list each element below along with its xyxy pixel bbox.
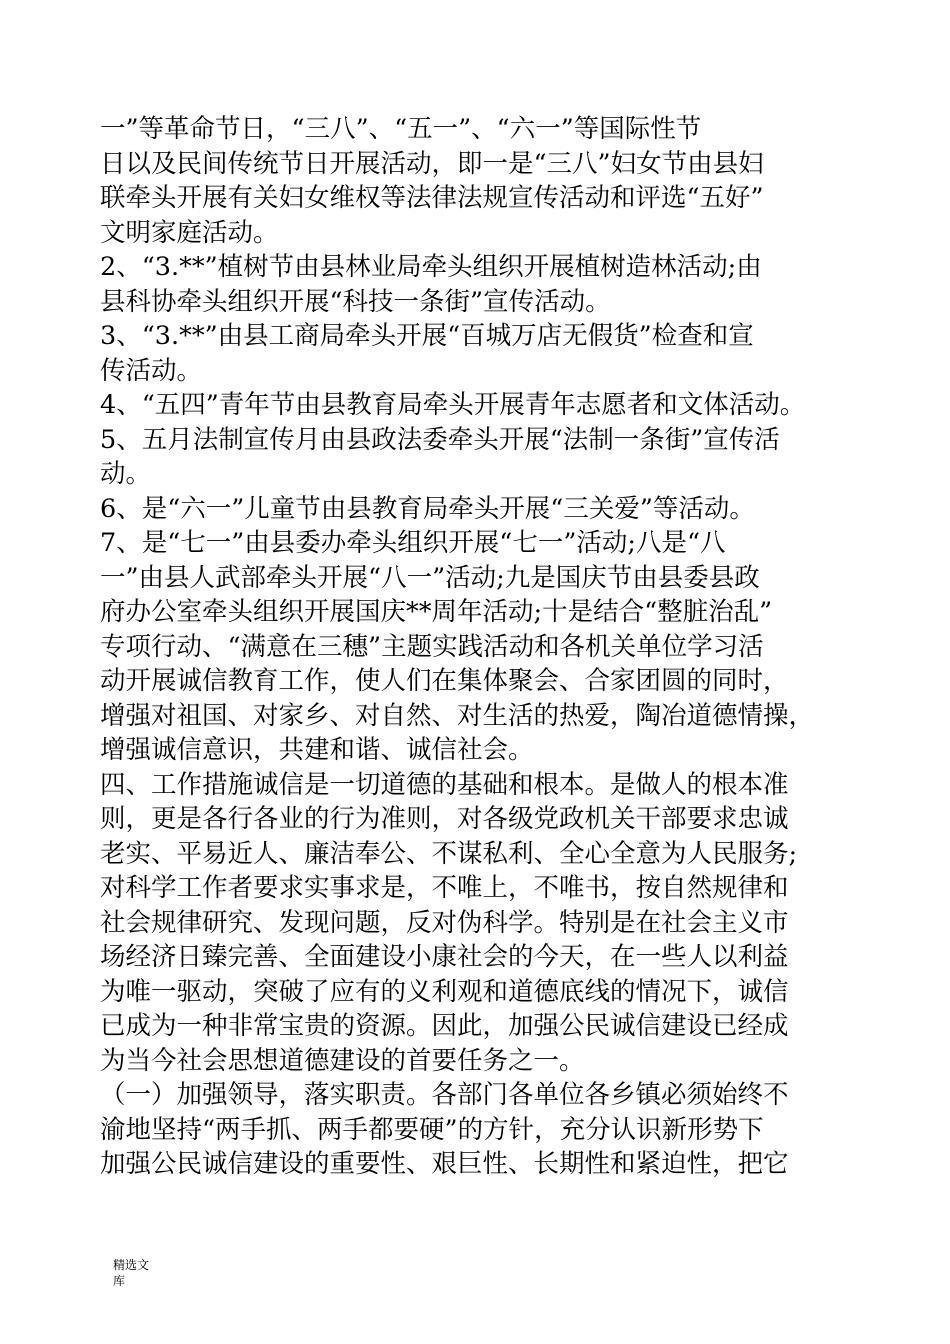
text-line: 7、是“七一”由县委办牵头组织开展“七一”活动;八是“八 bbox=[100, 528, 726, 558]
text-line: 联牵头开展有关妇女维权等法律法规宣传活动和评选“五好” bbox=[100, 183, 764, 213]
text-line: 3、“3.**”由县工商局牵头开展“百城万店无假货”检查和宣 bbox=[100, 321, 754, 351]
text-line: （一）加强领导，落实职责。各部门各单位各乡镇必须始终不 bbox=[100, 1080, 789, 1110]
text-line: 5、五月法制宣传月由县政法委牵头开展“法制一条街”宣传活 bbox=[100, 424, 780, 455]
text-line: 社会规律研究、发现问题，反对伪科学。特别是在社会主义市 bbox=[100, 907, 789, 938]
text-line: 增强对祖国、对家乡、对自然、对生活的热爱，陶冶道德情操， bbox=[100, 700, 815, 731]
text-line: 已成为一种非常宝贵的资源。因此，加强公民诚信建设已经成 bbox=[100, 1011, 789, 1041]
text-line: 府办公室牵头组织开展国庆**周年活动;十是结合“整脏治乱” bbox=[100, 597, 773, 627]
text-line: 专项行动、“满意在三穗”主题实践活动和各机关单位学习活 bbox=[100, 631, 764, 662]
text-line: 6、是“六一”儿童节由县教育局牵头开展“三关爱”等活动。 bbox=[100, 493, 755, 524]
text-line: 4、“五四”青年节由县教育局牵头开展青年志愿者和文体活动。 bbox=[100, 390, 806, 420]
text-line: 2、“3.**”植树节由县林业局牵头组织开展植树造林活动;由 bbox=[100, 252, 762, 282]
text-line: 增强诚信意识，共建和谐、诚信社会。 bbox=[100, 735, 534, 765]
page-footer bbox=[113, 1257, 173, 1289]
text-line: 一”等革命节日，“三八”、“五一”、“六一”等国际性节 bbox=[100, 114, 702, 144]
text-line: 渝地坚持“两手抓、两手都要硬”的方针，充分认识新形势下 bbox=[100, 1114, 764, 1145]
text-line: 为唯一驱动，突破了应有的义利观和道德底线的情况下，诚信 bbox=[100, 976, 789, 1007]
footer-label-line2: 库 bbox=[113, 1274, 126, 1288]
text-line: 四、工作措施诚信是一切道德的基础和根本。是做人的根本准 bbox=[100, 769, 789, 800]
text-line: 为当今社会思想道德建设的首要任务之一。 bbox=[100, 1045, 585, 1076]
text-line: 文明家庭活动。 bbox=[100, 217, 279, 248]
text-line: 动开展诚信教育工作，使人们在集体聚会、合家团圆的同时， bbox=[100, 666, 789, 696]
text-line: 对科学工作者要求实事求是，不唯上，不唯书，按自然规律和 bbox=[100, 873, 789, 903]
text-line: 则，更是各行各业的行为准则，对各级党政机关干部要求忠诚 bbox=[100, 804, 789, 834]
text-line: 场经济日臻完善、全面建设小康社会的今天，在一些人以利益 bbox=[100, 942, 789, 972]
text-line: 老实、平易近人、廉洁奉公、不谋私利、全心全意为人民服务; bbox=[100, 838, 798, 869]
text-line: 县科协牵头组织开展“科技一条街”宣传活动。 bbox=[100, 286, 611, 317]
document-body bbox=[100, 112, 870, 1182]
text-line: 一”由县人武部牵头开展“八一”活动;九是国庆节由县委县政 bbox=[100, 562, 760, 593]
text-line: 动。 bbox=[100, 459, 152, 489]
footer-label-line1: 精选文 bbox=[113, 1258, 150, 1272]
text-line: 加强公民诚信建设的重要性、艰巨性、长期性和紧迫性，把它 bbox=[100, 1149, 789, 1179]
text-line: 传活动。 bbox=[100, 355, 203, 386]
text-line: 日以及民间传统节日开展活动，即一是“三八”妇女节由县妇 bbox=[100, 148, 764, 179]
